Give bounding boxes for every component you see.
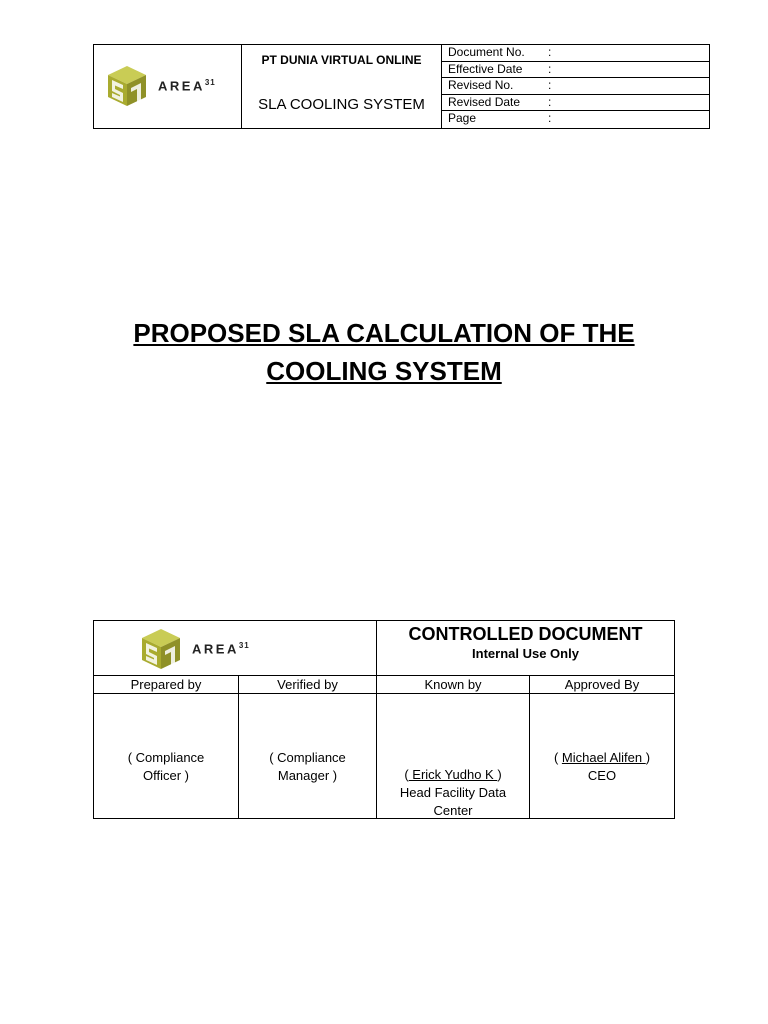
meta-row-revised-date: [442, 95, 709, 112]
signatory: [377, 766, 529, 820]
logo-wordmark: AREA$^{31}$: [192, 641, 250, 657]
area31-logo-icon: [106, 64, 148, 108]
controlled-document-heading: CONTROLLED DOCUMENT: [408, 624, 643, 644]
signatory-line: Officer ): [143, 768, 189, 783]
signatory-title: Head Facility Data: [399, 785, 507, 800]
signatory-name-line: ( Erick Yudho K ): [404, 767, 502, 782]
meta-colon: :: [548, 94, 552, 109]
control-logo-cell: [94, 621, 377, 676]
meta-row-document-no: [442, 45, 709, 62]
signatory-title: CEO: [587, 768, 617, 783]
signatory-title: Center: [433, 803, 473, 818]
meta-colon: :: [548, 61, 552, 76]
prepared-by-column: [94, 676, 239, 818]
column-header: Approved By: [530, 676, 674, 694]
area31-logo-icon: [140, 627, 182, 671]
known-by-column: [377, 676, 530, 818]
signatory-name: Erick Yudho K: [408, 767, 498, 782]
main-title-line-2: COOLING SYSTEM: [266, 356, 502, 386]
meta-colon: :: [548, 78, 552, 93]
meta-colon: :: [548, 111, 552, 126]
header-table: [93, 44, 710, 129]
signatory: [239, 749, 376, 785]
verified-by-column: [239, 676, 377, 818]
signatory-line: Manager ): [277, 768, 338, 783]
meta-row-page: [442, 111, 709, 128]
meta-label: Page: [448, 111, 477, 126]
logo-wordmark: AREA$^{31}$: [158, 78, 216, 94]
column-header: Known by: [377, 676, 529, 694]
meta-label: Revised No.: [448, 78, 514, 93]
doc-title: SLA COOLING SYSTEM: [258, 95, 425, 113]
signatory-line: ( Compliance: [269, 750, 346, 765]
company-name: PT DUNIA VIRTUAL ONLINE: [261, 53, 422, 67]
meta-label: Document No.: [448, 45, 525, 59]
signatory-name-line: ( Michael Alifen ): [553, 750, 651, 765]
controlled-document-table: [93, 620, 675, 819]
main-title-line-1: PROPOSED SLA CALCULATION OF THE: [133, 318, 635, 348]
signatory: [530, 749, 674, 785]
column-header: Prepared by: [94, 676, 238, 694]
meta-row-revised-no: [442, 78, 709, 95]
doc-meta-cell: [442, 45, 709, 128]
control-heading-cell: [377, 621, 674, 676]
column-header: Verified by: [239, 676, 376, 694]
approved-by-column: [530, 676, 674, 818]
area31-logo: [106, 64, 216, 108]
signatory-name: Michael Alifen: [561, 750, 646, 765]
meta-colon: :: [548, 45, 552, 59]
header-title-cell: [242, 45, 442, 128]
header-logo-cell: [94, 45, 242, 128]
internal-use-label: Internal Use Only: [472, 646, 579, 661]
area31-logo: [140, 627, 250, 671]
signatory-line: ( Compliance: [127, 750, 205, 765]
signatory: [94, 749, 238, 785]
meta-label: Revised Date: [448, 94, 521, 109]
meta-row-effective-date: [442, 62, 709, 79]
meta-label: Effective Date: [448, 61, 523, 76]
main-title: [60, 314, 708, 390]
